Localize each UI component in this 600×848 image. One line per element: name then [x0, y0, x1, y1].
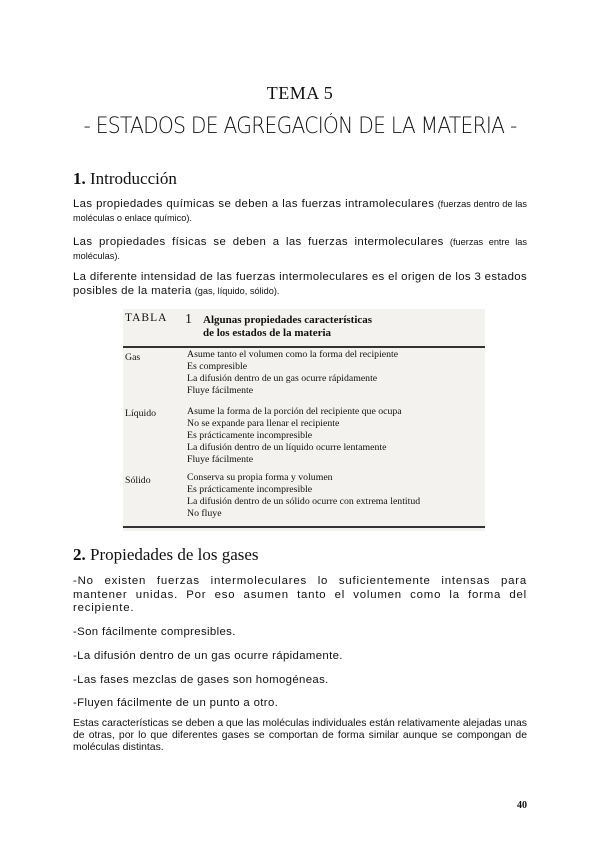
list-item: -Fluyen fácilmente de un punto a otro. [73, 697, 279, 709]
list-item: -Las fases mezclas de gases son homogéneas. [73, 674, 329, 686]
section-title: Introducción [90, 169, 177, 188]
paragraph-propiedades-fisicas: Las propiedades físicas se deben a las fuerzas intermoleculares (fuerzas entre las moléculas). [73, 236, 528, 261]
gas-properties: Asume tanto el volumen como la forma del recipiente Es compresible La difusión dentro de un gas ocurre rápidamente Fluye fácilmente [187, 349, 399, 396]
state-gas: Gas [125, 352, 141, 363]
section-title: Propiedades de los gases [90, 545, 259, 564]
section-heading-introduccion [73, 169, 177, 189]
paragraph-propiedades-quimicas: Las propiedades químicas se deben a las fuerzas intramoleculares (fuerzas dentro de las moléculas o enlace químico). [73, 198, 527, 223]
topic-label: TEMA 5 [266, 83, 334, 103]
table-top-rule [123, 346, 485, 348]
properties-table [123, 309, 485, 531]
list-item: -No existen fuerzas intermoleculares lo suficientemente intensas para mantener unidas. Por eso asumen tanto el volumen como la forma del recipiente. [73, 575, 527, 615]
closing-paragraph: Estas características se deben a que las moléculas individuales están relativamente alejadas unas de otras, por lo que diferentes gases se comportan de forma similar aunque se compongan de moléculas distintas. [73, 718, 527, 753]
list-item: -La difusión dentro de un gas ocurre rápidamente. [73, 650, 343, 662]
solido-properties: Conserva su propia forma y volumen Es prácticamente incompresible La difusión dentro de un sólido ocurre con extrema lentitud No fluye [187, 472, 421, 519]
state-liquido: Líquido [125, 408, 157, 419]
section-number: 2. [73, 545, 86, 564]
list-item: -Son fácilmente compresibles. [73, 626, 236, 638]
paragraph-estados: La diferente intensidad de las fuerzas intermoleculares es el origen de los 3 estados posibles de la materia (gas, líquido, sólido). [73, 271, 527, 297]
page-number: 40 [517, 800, 527, 811]
table-number: 1 [185, 312, 192, 327]
section-heading-gases [73, 545, 259, 565]
table-caption: Algunas propiedades características de los estados de la materia [203, 314, 373, 339]
state-solido: Sólido [125, 475, 151, 486]
page-title: - ESTADOS DE AGREGACIÓN DE LA MATERIA - [83, 114, 517, 139]
liquido-properties: Asume la forma de la porción del recipiente que ocupa No se expande para llenar el recipiente Es prácticamente incompresible La difusión dentro de un líquido ocurre lentamente Fluye fácilmente [187, 406, 402, 465]
section-number: 1. [73, 169, 86, 188]
table-bottom-rule [123, 526, 485, 528]
table-label: TABLA [125, 312, 168, 324]
